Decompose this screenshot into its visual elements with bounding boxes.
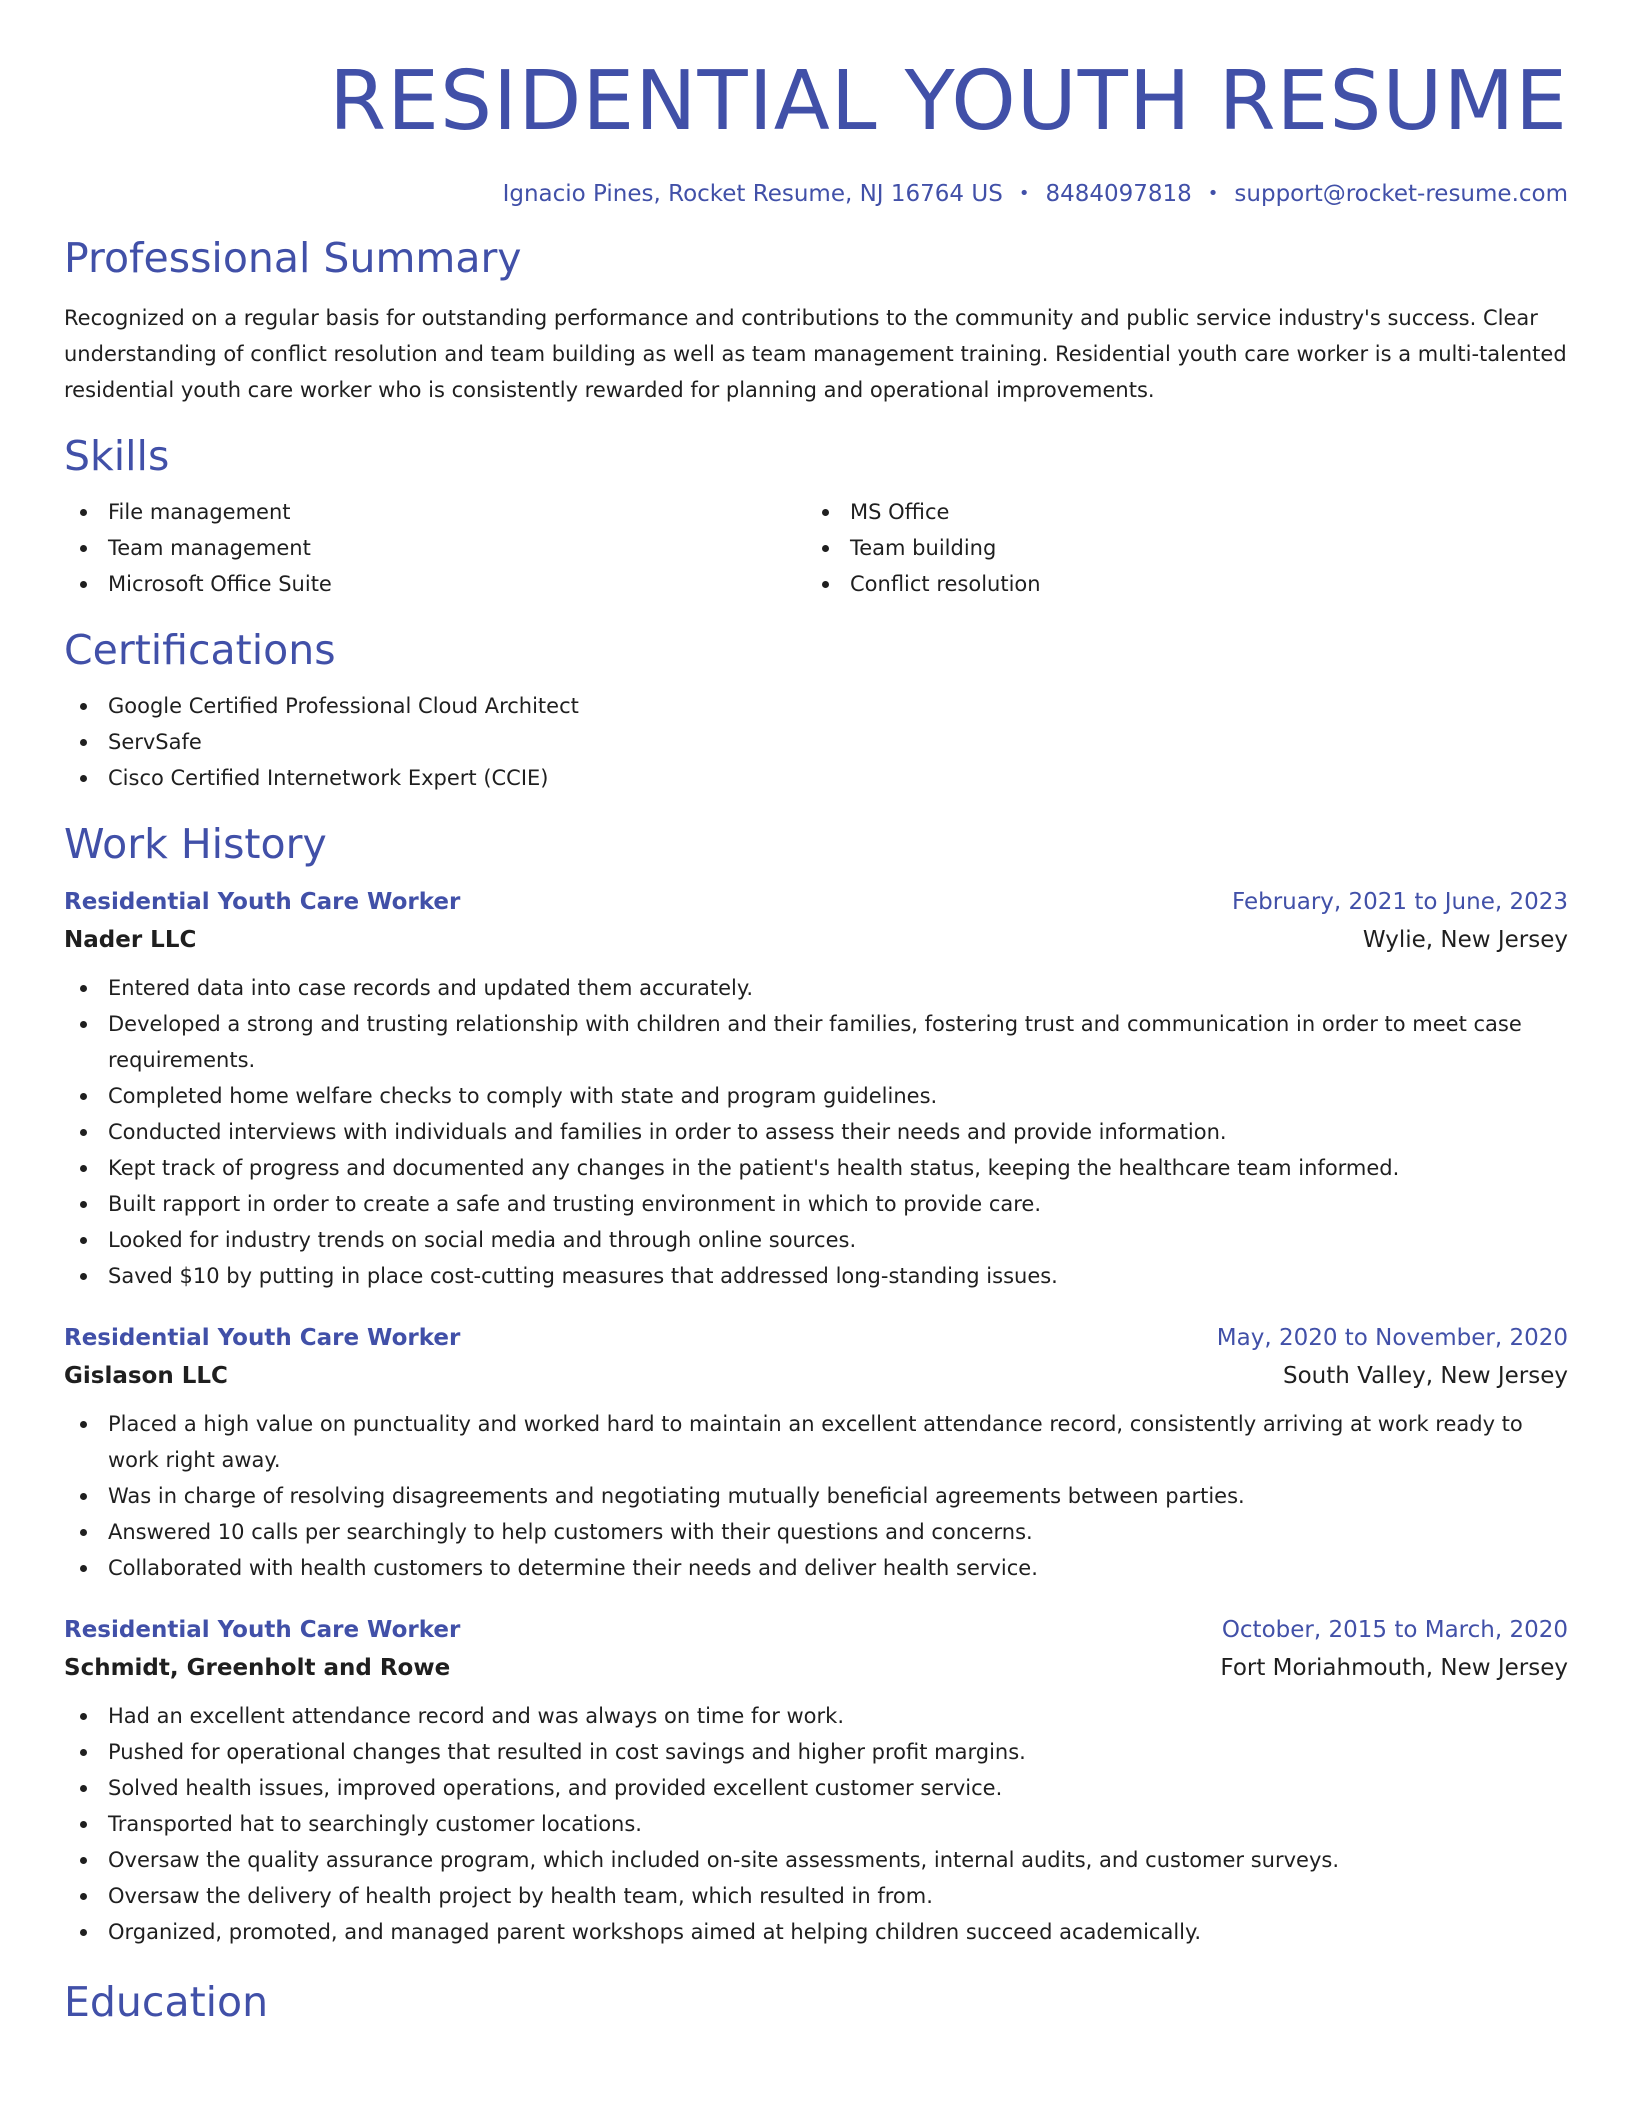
job-dates: February, 2021 to June, 2023 (1231, 889, 1568, 915)
job-title: Residential Youth Care Worker (64, 889, 461, 915)
bullet-dot (80, 1749, 87, 1756)
bullet-dot (80, 581, 87, 588)
contact-address: Ignacio Pines, Rocket Resume, NJ 16764 US (502, 181, 1003, 207)
job-entry (64, 884, 1568, 1294)
skill-label: Team management (108, 536, 311, 560)
contact-separator: • (1207, 183, 1219, 204)
resume-title: RESIDENTIAL YOUTH RESUME (329, 54, 1568, 149)
job-bullet (64, 1222, 1568, 1258)
job-bullet-text: Pushed for operational changes that resulted in cost savings and higher profit margins. (108, 1740, 1026, 1764)
bullet-dot (80, 1821, 87, 1828)
job-subheader (64, 1648, 1568, 1688)
bullet-dot (80, 1893, 87, 1900)
skill-item (64, 530, 806, 566)
summary-section (64, 232, 1568, 408)
bullet-dot (80, 1713, 87, 1720)
certification-item (64, 724, 1568, 760)
bullet-dot (80, 1857, 87, 1864)
certification-label: Google Certified Professional Cloud Architect (108, 694, 579, 718)
job-dates: October, 2015 to March, 2020 (1221, 1617, 1568, 1643)
skills-heading: Skills (64, 432, 170, 480)
contact-email[interactable]: support@rocket-resume.com (1234, 181, 1568, 207)
bullet-dot (80, 1129, 87, 1136)
job-bullet-text: Solved health issues, improved operations, and provided excellent customer service. (108, 1776, 1003, 1800)
job-header (64, 1612, 1568, 1648)
skill-item (64, 494, 806, 530)
skill-label: File management (108, 500, 291, 524)
job-bullets (64, 1406, 1568, 1586)
job-bullet (64, 1114, 1568, 1150)
bullet-dot (80, 1785, 87, 1792)
bullet-dot (80, 509, 87, 516)
work-history-heading: Work History (64, 820, 327, 868)
skill-label: Team building (850, 536, 997, 560)
contact-phone: 8484097818 (1045, 181, 1192, 207)
job-bullet-text: Kept track of progress and documented any changes in the patient's health status, keeping the healthcare team informed. (108, 1156, 1400, 1180)
skills-list-right (806, 494, 1548, 602)
job-bullet-text: Collaborated with health customers to determine their needs and deliver health service. (108, 1556, 1038, 1580)
job-bullet (64, 1186, 1568, 1222)
job-bullet-text: Built rapport in order to create a safe and trusting environment in which to provide care. (108, 1192, 1042, 1216)
education-section (64, 1976, 1568, 2028)
summary-text: Recognized on a regular basis for outstanding performance and contributions to the community and public service industry's success. Clear understanding of conflict resolution and team building as well as team management training. Residential youth care worker is a multi-talented residential youth care worker who is consistently rewarded for planning and operational improvements. (64, 306, 1567, 402)
job-subheader (64, 920, 1568, 960)
job-bullet-text: Completed home welfare checks to comply with state and program guidelines. (108, 1084, 938, 1108)
bullet-dot (80, 545, 87, 552)
skill-label: MS Office (850, 500, 950, 524)
job-bullet-text: Had an excellent attendance record and was always on time for work. (108, 1704, 845, 1728)
job-bullet (64, 1550, 1568, 1586)
job-bullet (64, 1878, 1568, 1914)
skill-item (64, 566, 806, 602)
bullet-dot (80, 1493, 87, 1500)
bullet-dot (822, 581, 829, 588)
skills-section (64, 430, 1568, 602)
bullet-dot (80, 1421, 87, 1428)
job-bullet (64, 1514, 1568, 1550)
certifications-heading: Certifications (64, 626, 336, 674)
skill-label: Conflict resolution (850, 572, 1041, 596)
job-bullet-text: Oversaw the quality assurance program, which included on-site assessments, internal audits, and customer surveys. (108, 1848, 1340, 1872)
skills-list-left (64, 494, 806, 602)
bullet-dot (80, 1529, 87, 1536)
job-bullet-text: Answered 10 calls per searchingly to help customers with their questions and concerns. (108, 1520, 1033, 1544)
bullet-dot (80, 775, 87, 782)
education-heading: Education (64, 1978, 269, 2026)
bullet-dot (80, 703, 87, 710)
bullet-dot (80, 1273, 87, 1280)
job-bullet-text: Looked for industry trends on social media and through online sources. (108, 1228, 857, 1252)
bullet-dot (80, 1237, 87, 1244)
job-location: Fort Moriahmouth, New Jersey (1220, 1655, 1568, 1681)
skill-item (806, 494, 1548, 530)
job-bullet-text: Developed a strong and trusting relationship with children and their families, fostering trust and communication in order to meet case requirements. (108, 1012, 1522, 1072)
skill-label: Microsoft Office Suite (108, 572, 332, 596)
bullet-dot (80, 1021, 87, 1028)
job-bullet (64, 1734, 1568, 1770)
job-dates: May, 2020 to November, 2020 (1216, 1325, 1568, 1351)
job-bullet (64, 1770, 1568, 1806)
bullet-dot (80, 1093, 87, 1100)
job-title: Residential Youth Care Worker (64, 1325, 461, 1351)
certification-label: ServSafe (108, 730, 202, 754)
certifications-list (64, 688, 1568, 796)
bullet-dot (80, 985, 87, 992)
job-bullet-text: Transported hat to searchingly customer locations. (108, 1812, 642, 1836)
bullet-dot (822, 509, 829, 516)
job-bullet-text: Placed a high value on punctuality and worked hard to maintain an excellent attendance record, consistently arriving at work ready to work right away. (108, 1412, 1523, 1472)
job-bullet (64, 1698, 1568, 1734)
job-bullet (64, 1842, 1568, 1878)
skill-item (806, 566, 1548, 602)
skills-grid (64, 494, 1568, 602)
bullet-dot (80, 1201, 87, 1208)
bullet-dot (822, 545, 829, 552)
contact-line (64, 178, 1568, 210)
certification-item (64, 760, 1568, 796)
bullet-dot (80, 1565, 87, 1572)
job-bullet (64, 1406, 1568, 1478)
job-header (64, 1320, 1568, 1356)
summary-heading: Professional Summary (64, 234, 522, 282)
job-company: Nader LLC (64, 927, 197, 953)
job-bullet (64, 1078, 1568, 1114)
work-history-section (64, 818, 1568, 1950)
skill-item (806, 530, 1548, 566)
job-bullet-text: Was in charge of resolving disagreements and negotiating mutually beneficial agreements between parties. (108, 1484, 1245, 1508)
job-location: South Valley, New Jersey (1283, 1363, 1568, 1389)
job-bullet-text: Saved $10 by putting in place cost-cutting measures that addressed long-standing issues. (108, 1264, 1058, 1288)
job-bullet-text: Organized, promoted, and managed parent workshops aimed at helping children succeed academically. (108, 1920, 1202, 1944)
resume-page (64, 0, 1568, 2028)
job-entry (64, 1320, 1568, 1586)
job-location: Wylie, New Jersey (1362, 927, 1568, 953)
job-bullets (64, 1698, 1568, 1950)
job-title: Residential Youth Care Worker (64, 1617, 461, 1643)
job-bullet-text: Oversaw the delivery of health project by health team, which resulted in from. (108, 1884, 933, 1908)
job-company: Schmidt, Greenholt and Rowe (64, 1655, 451, 1681)
bullet-dot (80, 1165, 87, 1172)
contact-separator: • (1018, 183, 1030, 204)
job-bullet (64, 1806, 1568, 1842)
bullet-dot (80, 739, 87, 746)
job-bullet (64, 970, 1568, 1006)
bullet-dot (80, 1929, 87, 1936)
certifications-section (64, 624, 1568, 796)
job-bullet (64, 1478, 1568, 1514)
job-bullet (64, 1150, 1568, 1186)
job-bullet (64, 1914, 1568, 1950)
certification-label: Cisco Certified Internetwork Expert (CCIE) (108, 766, 549, 790)
job-bullet-text: Entered data into case records and updated them accurately. (108, 976, 754, 1000)
job-company: Gislason LLC (64, 1363, 228, 1389)
job-subheader (64, 1356, 1568, 1396)
job-bullet (64, 1006, 1568, 1078)
job-entry (64, 1612, 1568, 1950)
job-bullets (64, 970, 1568, 1294)
job-bullet (64, 1258, 1568, 1294)
certification-item (64, 688, 1568, 724)
job-header (64, 884, 1568, 920)
job-bullet-text: Conducted interviews with individuals and families in order to assess their needs and provide information. (108, 1120, 1227, 1144)
